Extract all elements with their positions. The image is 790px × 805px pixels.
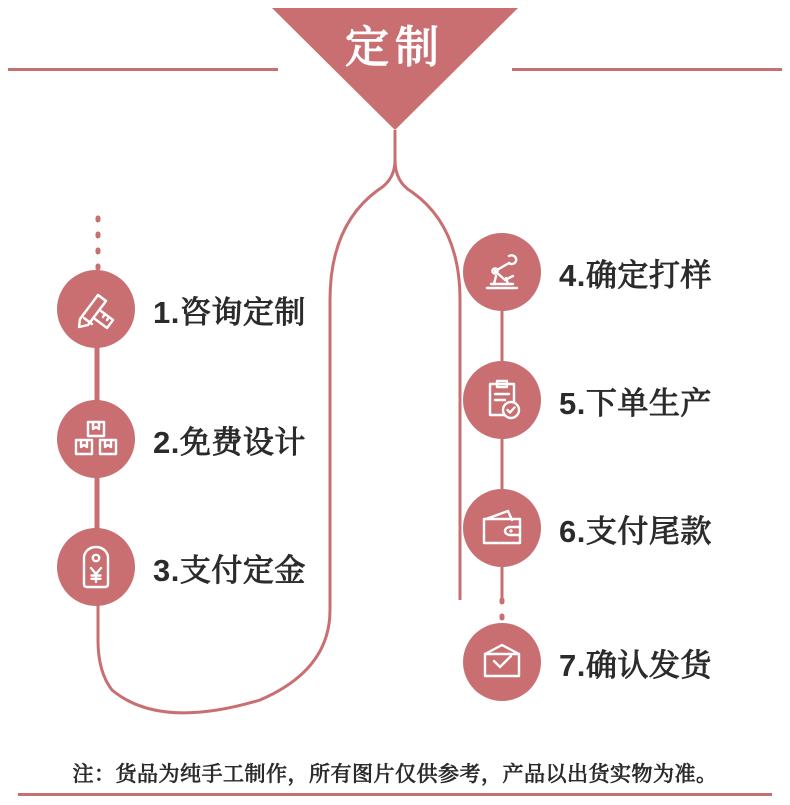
header-rule-right <box>512 68 782 71</box>
flow-step-2[interactable] <box>57 400 306 478</box>
flow-step-5[interactable] <box>463 361 712 439</box>
step-5-label: 5.下单生产 <box>559 385 712 421</box>
step-5-badge <box>463 361 541 439</box>
step-1-badge <box>57 270 135 348</box>
header-rule-left <box>8 68 278 71</box>
step-2-badge <box>57 400 135 478</box>
flow-step-3[interactable] <box>57 528 306 606</box>
wallet-icon <box>478 507 526 549</box>
step-3-badge <box>57 528 135 606</box>
step-7-label: 7.确认发货 <box>559 647 712 683</box>
step-1-label: 1.咨询定制 <box>153 294 306 330</box>
header-banner <box>0 0 790 130</box>
flow-step-6[interactable] <box>463 489 712 567</box>
step-6-badge <box>463 489 541 567</box>
robot-arm-icon <box>479 250 525 294</box>
step-4-label: 4.确定打样 <box>559 257 712 293</box>
title-banner <box>272 8 518 130</box>
clipboard-check-icon <box>481 377 523 423</box>
step-3-label: 3.支付定金 <box>153 552 306 588</box>
footer-rule <box>18 793 772 796</box>
flow-step-1[interactable] <box>57 270 306 348</box>
step-6-label: 6.支付尾款 <box>559 513 712 549</box>
flow-step-4[interactable] <box>463 233 712 311</box>
footer-note: 注：货品为纯手工制作，所有图片仅供参考，产品以出货实物为准。 <box>72 763 718 786</box>
price-tag-yuan-icon <box>76 544 116 590</box>
shipping-box-check-icon <box>479 640 525 684</box>
pencil-ruler-icon <box>74 287 118 331</box>
boxes-icon <box>73 418 119 460</box>
step-7-badge <box>463 623 541 701</box>
step-4-badge <box>463 233 541 311</box>
page-title: 定制 <box>345 23 445 72</box>
flow-step-7[interactable] <box>463 623 712 701</box>
step-2-label: 2.免费设计 <box>153 424 306 460</box>
